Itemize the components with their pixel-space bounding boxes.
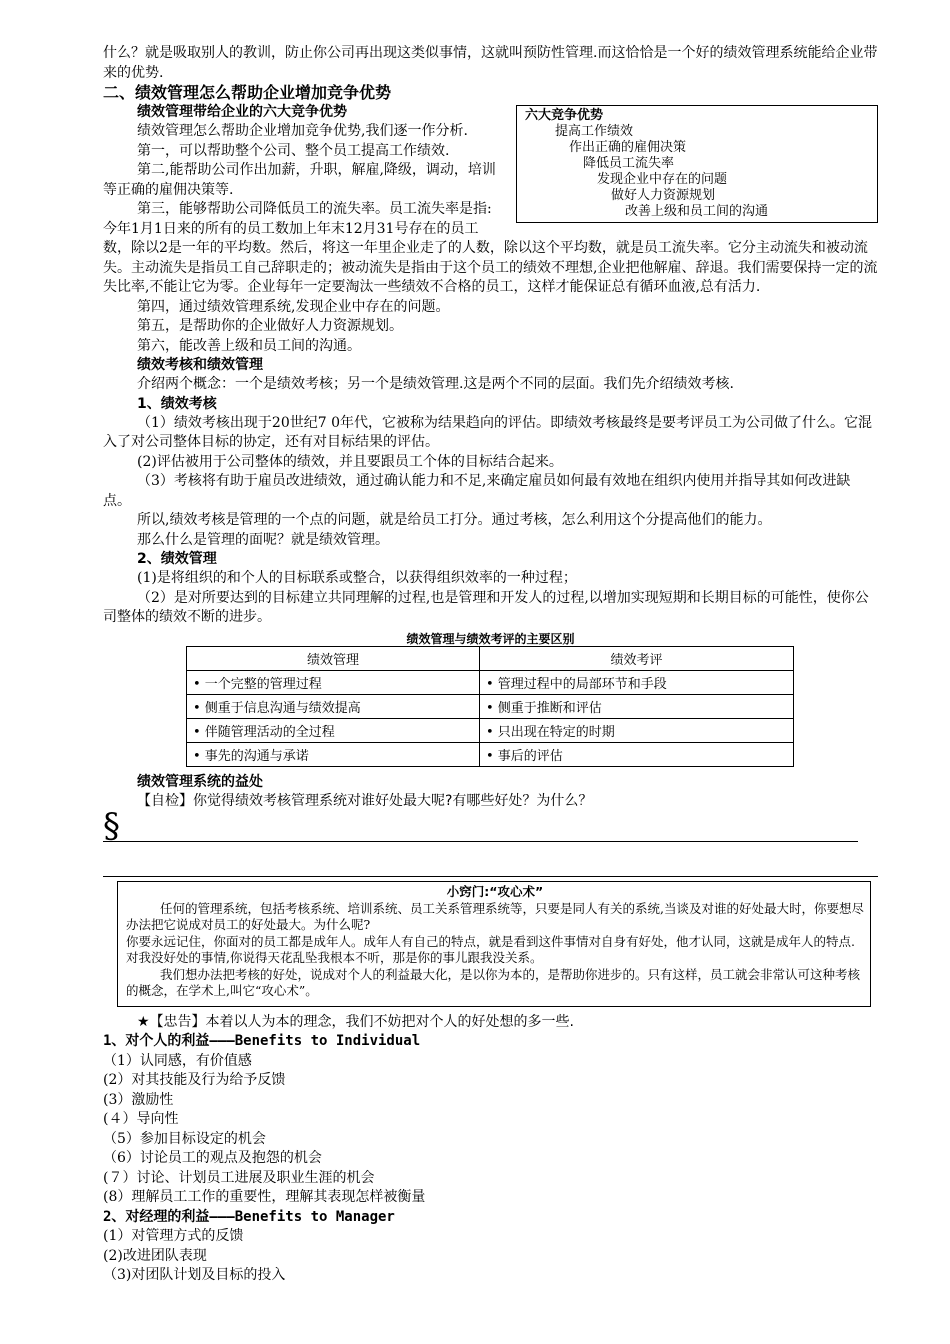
advantages-box-title: 六大竞争优势 <box>525 108 604 123</box>
table-header-cell: 绩效管理 <box>187 646 480 670</box>
paragraph: 第一，可以帮助整个公司、整个员工提高工作绩效. <box>137 142 450 159</box>
list-item: (2）对其技能及行为给予反馈 <box>103 1072 286 1088</box>
section-heading: 二、绩效管理怎么帮助企业增加竞争优势 <box>103 83 392 102</box>
table-row <box>187 670 794 694</box>
advantage-item: 降低员工流失率 <box>583 156 675 171</box>
paragraph: 介绍两个概念：一个是绩效考核；另一个是绩效管理.这是两个不同的层面。我们先介绍绩效考核. <box>137 376 734 392</box>
subsection-heading: 绩效考核和绩效管理 <box>137 357 263 373</box>
paragraph: 第四，通过绩效管理系统,发现企业中存在的问题。 <box>137 298 450 315</box>
table-cell: • 事后的评估 <box>479 742 793 766</box>
list-item: (8）理解员工工作的重要性，理解其表现怎样被衡量 <box>103 1189 426 1205</box>
list-item: （6）讨论员工的观点及抱怨的机会 <box>103 1150 322 1166</box>
table-cell: • 一个完整的管理过程 <box>187 670 480 694</box>
individual-benefits <box>103 1032 878 1208</box>
advice-line: ★【忠告】本着以人为本的理念，我们不妨把对个人的好处想的多一些. <box>137 1013 574 1030</box>
paragraph: 绩效管理怎么帮助企业增加竞争优势,我们逐一作分析. <box>137 123 468 139</box>
table-cell: • 伴随管理活动的全过程 <box>187 718 480 742</box>
self-check-question: 【自检】你觉得绩效考核管理系统对谁好处最大呢?有哪些好处？为什么？ <box>137 792 593 809</box>
tip-title: 小窍门:“攻心术” <box>446 884 544 899</box>
document-page <box>103 44 878 1286</box>
advantage-item: 做好人力资源规划 <box>611 188 716 203</box>
table-cell: • 管理过程中的局部环节和手段 <box>479 670 793 694</box>
table-cell: • 侧重于信息沟通与绩效提高 <box>187 694 480 718</box>
paragraph: 那么什么是管理的面呢？就是绩效管理。 <box>137 531 389 548</box>
answer-line[interactable] <box>103 806 858 846</box>
paragraph: (2)评估被用于公司整体的绩效，并且要跟员工个体的目标结合起来。 <box>137 453 563 470</box>
table-header-row <box>187 646 794 670</box>
advantages-box <box>516 105 878 223</box>
paragraph: 第三，能够帮助公司降低员工的流失率。员工流失率是指:今年1月1日来的所有的员工数加上年末12月31号存在的员工数，除以2是一年的平均数。然后，将这一年里企业走了的人数，除以这个平均数，就是员工流失率。它分主动流失和被动流失。主动流失是指员工自己辞职走的；被动流失是指由于这个员工的绩效不理想,企业把他解雇、辞退。我们需要保持一定的流失比率,不能让它为零。企业每年一定要淘汰一些绩效不合格的员工，这样才能保证总有循环血液,总有活力. <box>103 201 878 295</box>
paragraph: (1)是将组织的和个人的目标联系或整合，以获得组织效率的一种过程； <box>137 570 577 586</box>
list-heading: 1、对个人的利益———Benefits to Individual <box>103 1033 421 1049</box>
table-row <box>187 694 794 718</box>
paragraph: （3）考核将有助于雇员改进绩效，通过确认能力和不足,来确定雇员如何最有效地在组织内使用并指导其如何改进缺点。 <box>103 473 851 509</box>
list-item: （1）认同感，有价值感 <box>103 1052 252 1069</box>
paragraph: 第六，能改善上级和员工间的沟通。 <box>137 337 361 354</box>
table-caption: 绩效管理与绩效考评的主要区别 <box>406 631 575 646</box>
table-header-cell: 绩效考评 <box>479 646 793 670</box>
advantage-item: 改善上级和员工间的沟通 <box>625 204 769 219</box>
section-mark: § <box>103 806 120 846</box>
table-cell: • 事先的沟通与承诺 <box>187 742 480 766</box>
table-cell: • 只出现在特定的时期 <box>479 718 793 742</box>
list-item: (3）激励性 <box>103 1091 174 1108</box>
paragraph: 所以,绩效考核是管理的一个点的问题，就是给员工打分。通过考核，怎么利用这个分提高他们的能力。 <box>137 512 772 528</box>
list-item: (1）对管理方式的反馈 <box>103 1228 244 1244</box>
subsection-heading: 1、绩效考核 <box>137 395 217 412</box>
advantage-item: 发现企业中存在的问题 <box>597 172 728 187</box>
paragraph: 第二,能帮助公司作出加薪，升职，解雇,降级，调动，培训等正确的雇佣决策等. <box>103 162 496 198</box>
subsection-heading: 2、绩效管理 <box>137 551 217 567</box>
tip-paragraph: 任何的管理系统，包括考核系统、培训系统、员工关系管理系统等，只要是同人有关的系统,当谈及对谁的好处最大时，你要想尽办法把它说成对员工的好处最大。为什么呢? <box>126 900 864 932</box>
table-row <box>187 718 794 742</box>
table-row <box>187 742 794 766</box>
manager-benefits <box>103 1208 878 1286</box>
subsection-heading: 绩效管理系统的益处 <box>137 773 263 790</box>
advantage-item: 提高工作绩效 <box>555 124 634 139</box>
paragraph: （1）绩效考核出现于20世纪7 0年代，它被称为结果趋向的评估。即绩效考核最终是要考评员工为公司做了什么。它混入了对公司整体目标的协定，还有对目标结果的评估。 <box>103 414 872 450</box>
subsection-heading: 绩效管理带给企业的六大竞争优势 <box>137 104 347 120</box>
list-item: (４）导向性 <box>103 1111 179 1127</box>
list-item: (2)改进团队表现 <box>103 1247 207 1264</box>
paragraph: 第五，是帮助你的企业做好人力资源规划。 <box>137 318 403 334</box>
comparison-table <box>186 646 794 767</box>
intro-paragraph: 什么？就是吸取别人的教训，防止你公司再出现这类似事情，这就叫预防性管理.而这恰恰是一个好的绩效管理系统能给企业带来的优势. <box>103 45 878 81</box>
table-cell: • 侧重于推断和评估 <box>479 694 793 718</box>
list-item: (７）讨论、计划员工进展及职业生涯的机会 <box>103 1169 375 1186</box>
advantage-item: 作出正确的雇佣决策 <box>569 140 687 155</box>
list-heading: 2、对经理的利益———Benefits to Manager <box>103 1208 395 1225</box>
list-item: （5）参加目标设定的机会 <box>103 1130 266 1147</box>
list-item: （3)对团队计划及目标的投入 <box>103 1267 286 1283</box>
tip-paragraph: 你要永远记住，你面对的员工都是成年人。成年人有自己的特点，就是看到这件事情对自身有好处，他才认同，这就是成年人的特点.对我没好处的事情,你说得天花乱坠我根本不听，那是你的事儿跟我没关系。 <box>126 933 855 965</box>
answer-line[interactable] <box>103 846 878 877</box>
tip-box <box>117 881 871 1007</box>
tip-paragraph: 我们想办法把考核的好处，说成对个人的利益最大化，是以你为本的，是帮助你进步的。只有这样，员工就会非常认可这种考核的概念，在学术上,叫它“攻心术”。 <box>126 966 861 998</box>
paragraph: （2）是对所要达到的目标建立共同理解的过程,也是管理和开发人的过程,以增加实现短期和长期目标的可能性，使你公司整体的绩效不断的进步。 <box>103 589 869 625</box>
